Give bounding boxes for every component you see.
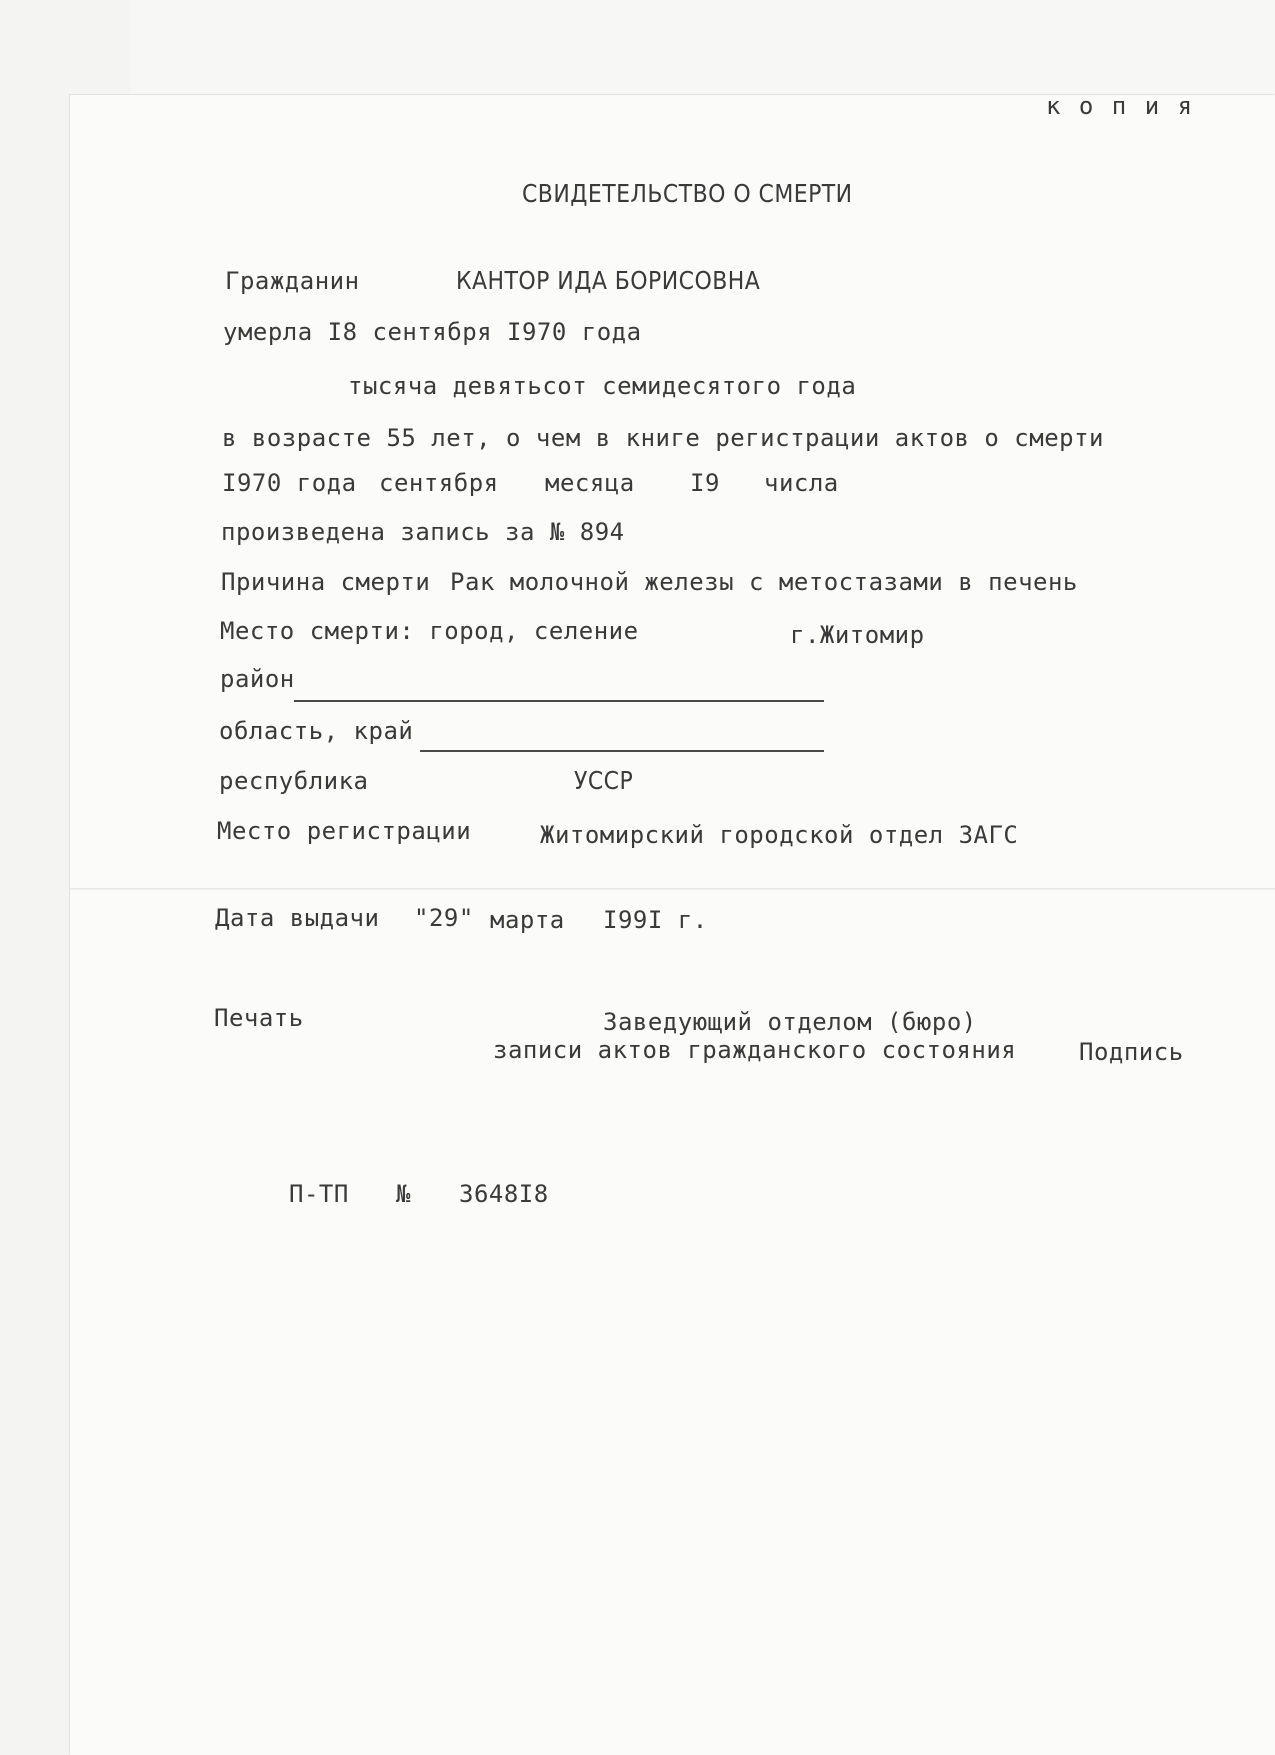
republic-value: УССР [574,766,634,795]
record-day: I9 [690,469,720,497]
record-number-line: произведена запись за № 894 [221,518,625,546]
death-year-words: тысяча девятьсот семидесятого года [348,372,857,400]
issue-year: I99I г. [603,906,708,934]
signature-label: Подпись [1079,1038,1184,1066]
region-label: область, край [219,717,414,745]
registration-value: Житомирский городской отдел ЗАГС [540,821,1019,849]
document-title: СВИДЕТЕЛЬСТВО О СМЕРТИ [522,179,853,208]
age-line: в возрасте 55 лет, о чем в книге регистрации актов о смерти [222,424,1105,452]
region-blank-line [420,750,824,752]
record-day-label: числа [764,469,839,497]
head-title-line-2: записи актов гражданского состояния [493,1036,1017,1064]
issue-label: Дата выдачи [215,904,380,932]
citizen-name: КАНТОР ИДА БОРИСОВНА [456,266,761,295]
republic-label: республика [219,767,369,795]
head-title-line-1: Заведующий отделом (бюро) [603,1008,977,1036]
serial-number: 3648I8 [459,1180,549,1208]
record-month: сентября [379,469,499,497]
fold-crease [70,888,1275,890]
death-date-line: умерла I8 сентября I970 года [223,318,642,346]
citizen-label: Гражданин [225,267,360,295]
copy-mark: к о п и я [1046,92,1195,120]
place-label: Место смерти: город, селение [220,617,639,645]
serial-number-sign: № [396,1180,411,1208]
paper-top-edge [130,0,1275,95]
district-blank-line [294,700,824,702]
cause-label: Причина смерти [221,568,431,596]
serial-series: П-ТП [289,1180,349,1208]
stamp-label: Печать [214,1004,304,1032]
place-value: г.Житомир [790,621,925,649]
issue-day: "29" [414,904,474,932]
registration-label: Место регистрации [217,817,472,845]
issue-month: марта [490,906,565,934]
district-label: район [220,665,295,693]
record-year: I970 года [222,469,357,497]
record-month-label: месяца [545,469,635,497]
cause-value: Рак молочной железы с метостазами в печень [450,568,1078,596]
